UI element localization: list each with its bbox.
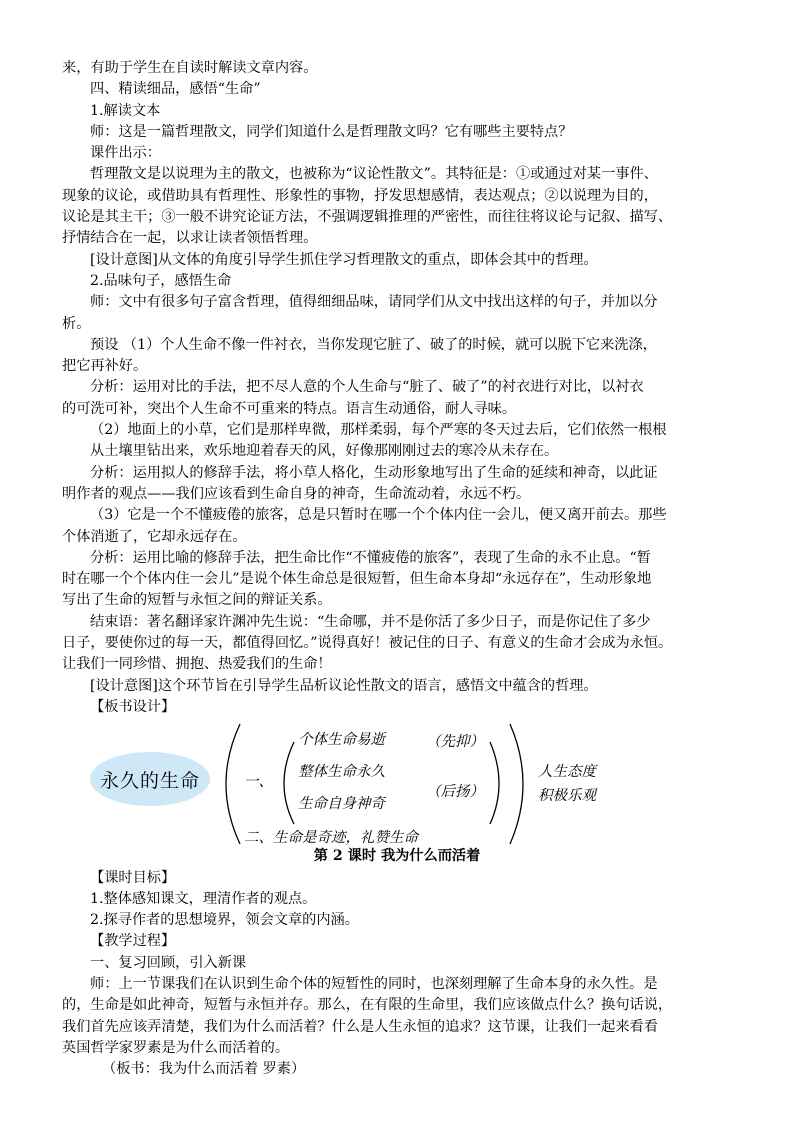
document-page (62, 58, 732, 1080)
board-attitude-line1: 人生态度 (538, 764, 596, 781)
text-line: 师：上一节课我们在认识到生命个体的短暂性的同时，也深刻理解了生命本身的永久性。是 (90, 975, 658, 992)
text-line: （板书：我为什么而活着 罗素） (102, 1061, 306, 1078)
board-point-two: 二、生命是奇迹，礼赞生命 (244, 830, 418, 847)
text-line: 师：文中有很多句子富含哲理，值得细细品味，请同学们从文中找出这样的句子，并加以分 (90, 294, 658, 311)
text-line: 抒情结合在一起，以求让读者领悟哲理。 (62, 230, 318, 247)
text-line: 个体消逝了，它却永远存在。 (62, 528, 247, 545)
lesson-title: 第 2 课时 我为什么而活着 (313, 848, 481, 865)
text-line: 我们首先应该弄清楚，我们为什么而活着？什么是人生永恒的追求？这节课，让我们一起来看看 (62, 1018, 658, 1035)
board-yang-note: （后扬） (426, 784, 484, 801)
design-intent: [设计意图]这个环节旨在引导学生品析议论性散文的语言，感悟文中蕴含的哲理。 (90, 677, 598, 694)
board-item-individual: 个体生命易逝 (298, 732, 385, 749)
text-line: 来，有助于学生在自读时解读文章内容。 (62, 60, 318, 76)
text-line: 日子，要使你过的每一天，都值得回忆。”说得真好！被记住的日子、有意义的生命才会成为永恒。 (62, 635, 673, 652)
text-line: 1.整体感知课文，理清作者的观点。 (90, 890, 317, 907)
subheading: 2.品味句子，感悟生命 (90, 272, 232, 289)
text-line: 分析：运用对比的手法，把不尽人意的个人生命与“脏了、破了”的衬衣进行对比，以衬衣 (90, 379, 644, 396)
text-line: 分析：运用比喻的修辞手法，把生命比作“不懂疲倦的旅客”，表现了生命的永不止息。“暂 (90, 549, 651, 566)
text-line: 师：这是一篇哲理散文，同学们知道什么是哲理散文吗？它有哪些主要特点？ (90, 123, 573, 140)
board-item-whole: 整体生命永久 (298, 764, 385, 781)
board-design-heading: 【板书设计】 (90, 698, 176, 715)
text-line: 2.探寻作者的思想境界，领会文章的内涵。 (90, 912, 359, 929)
text-line: 议论是其主干；③一般不讲究论证方法，不强调逻辑推理的严密性，而往往将议论与记叙、描写、 (62, 209, 673, 226)
board-yi-note: （先抑） (426, 734, 484, 751)
text-line: 结束语：著名翻译家许渊冲先生说：“生命哪，并不是你活了多少日子，而是你记住了多少 (90, 613, 651, 630)
text-line: 写出了生命的短暂与永恒之间的辩证关系。 (62, 592, 332, 609)
text-line: 明作者的观点——我们应该看到生命自身的神奇，生命流动着，永远不朽。 (62, 485, 531, 502)
board-attitude-line2: 积极乐观 (538, 788, 596, 805)
text-line: （3）它是一个不懂疲倦的旅客，总是只暂时在哪一个个体内住一会儿，便又离开前去。那些 (90, 507, 667, 524)
text-line: 析。 (62, 315, 91, 332)
text-line: 哲理散文是以说理为主的散文，也被称为“议论性散文”。其特征是：①或通过对某一事件、 (90, 166, 658, 183)
text-line: 的可洗可补，突出个人生命不可重来的特点。语言生动通俗，耐人寻味。 (62, 400, 517, 417)
text-line: 让我们一同珍惜、拥抱、热爱我们的生命！ (62, 656, 332, 673)
board-title: 永久的生命 (90, 752, 210, 806)
text-line: 把它再补好。 (62, 358, 148, 375)
text-line: 的，生命是如此神奇，短暂与永恒并存。那么，在有限的生命里，我们应该做点什么？换句话说， (62, 997, 673, 1014)
section-heading: 四、精读细品，感悟“生命” (90, 81, 261, 98)
board-item-wonder: 生命自身神奇 (298, 796, 385, 813)
text-line: 课件出示： (90, 145, 161, 162)
text-line: 时在哪一个个体内住一会儿”是说个体生命总是很短暂，但生命本身却“永远存在”，生动形象地 (62, 571, 652, 588)
text-line: 一、复习回顾，引入新课 (90, 954, 247, 971)
text-line: 预设 （1）个人生命不像一件衬衣，当你发现它脏了、破了的时候，就可以脱下它来洗涤， (90, 336, 657, 353)
text-line: 英国哲学家罗素是为什么而活着的。 (62, 1039, 290, 1056)
design-intent: [设计意图]从文体的角度引导学生抓住学习哲理散文的重点，即体会其中的哲理。 (90, 251, 598, 268)
text-line: 【教学过程】 (90, 933, 176, 950)
text-line: 【课时目标】 (90, 869, 176, 886)
text-line: （2）地面上的小草，它们是那样卑微，那样柔弱，每个严寒的冬天过去后，它们依然一根根 (90, 422, 667, 439)
text-line: 现象的议论，或借助具有哲理性、形象性的事物，抒发思想感情，表达观点；②以说理为目的， (62, 187, 658, 204)
board-point-one-label: 一、 (244, 774, 273, 791)
text-line: 分析：运用拟人的修辞手法，将小草人格化，生动形象地写出了生命的延续和神奇，以此证 (90, 464, 658, 481)
board-design-diagram (62, 720, 732, 850)
text-line: 从土壤里钻出来，欢乐地迎着春天的风，好像那刚刚过去的寒冷从未存在。 (90, 443, 559, 460)
subheading: 1.解读文本 (90, 102, 161, 119)
